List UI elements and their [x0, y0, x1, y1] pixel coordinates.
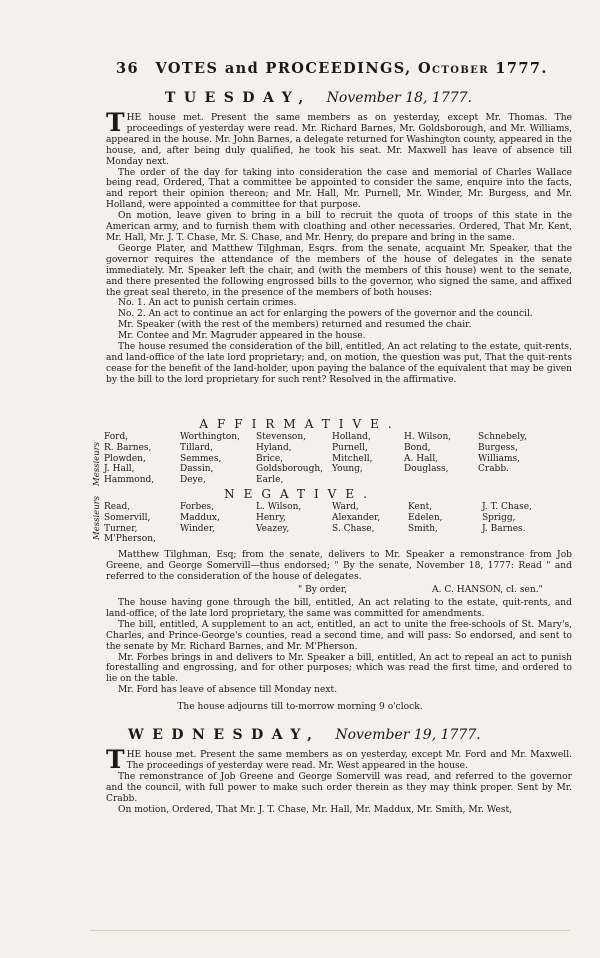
wednesday-heading: [128, 727, 481, 743]
paragraph: George Plater, and Matthew Tilghman, Esqrs. from the senate, acquaint Mr. Speaker, that the governor requires the attendance of the members of the house of delegates in the senate immediately. Mr. Speaker left the chair, and (with the members of this house) went to the senate, and there presented the following engrossed bills to the governor, who signed the same, and affixed the great seal thereto, in the presence of the members of both houses:: [106, 243, 572, 298]
vote-column: Stevenson, Hyland, Brice, Goldsborough, Earle,: [256, 432, 323, 486]
paragraph: The house having gone through the bill, entitled, An act relating to the estate, quit-rents, and land-office, of the late lord proprietary, the same was committed for amendments.: [106, 598, 572, 619]
wednesday-date: November 19, 1777.: [335, 727, 481, 743]
vote-column: Forbes, Maddux, Winder,: [180, 502, 220, 534]
after-votes-body: [106, 550, 572, 583]
signature-by: " By order,: [298, 585, 348, 595]
adjourn-line: The house adjourns till to-morrow morning 9 o'clock.: [177, 702, 423, 712]
paragraph: The house resumed the consideration of the bill, entitled, An act relating to the estate, quit-rents, and land-office of the late lord proprietary; and, on motion, the question was put, That the quit-rents cease for the benefit of the land-holder, upon paying the balance of the equivalent that may be given by the bill to the lord proprietary for such rent? Resolved in the affirmative.: [106, 342, 572, 385]
paragraph: Mr. Contee and Mr. Magruder appeared in the house.: [118, 331, 366, 342]
tuesday-date: November 18, 1777.: [326, 90, 472, 106]
paragraph: The order of the day for taking into consideration the case and memorial of Charles Wallace being read, Ordered, That a committee be appointed to consider the same, enquire into the facts, and report their opinion thereon; and Mr. Hall, Mr. Purnell, Mr. Winder, Mr. Burgess, and Mr. Holland, were appointed a committee for that purpose.: [106, 167, 572, 211]
paragraph: No. 1. An act to punish certain crimes.: [118, 298, 297, 309]
vote-column: Holland, Purnell, Mitchell, Young,: [332, 432, 373, 475]
wednesday-day: WEDNESDAY,: [128, 727, 321, 743]
negative-heading: NEGATIVE.: [224, 487, 376, 501]
paragraph: On motion, leave given to bring in a bill to recruit the quota of troops of this state in the American army, and to furnish them with cloathing and other necessaries. Ordered, That Mr. Kent, Mr. Hall, Mr. J. T. Chase, Mr. S. Chase, and Mr. Henry, do prepare and bring in the same.: [106, 211, 572, 243]
paragraph: THE house met. Present the same members as on yesterday, except Mr. Ford and Mr. Maxwell. The proceedings of yesterday were read. Mr. West appeared in the house.: [106, 745, 572, 774]
vote-column: J. T. Chase, Sprigg, J. Barnes.: [482, 502, 532, 534]
tuesday-day: TUESDAY,: [165, 90, 312, 106]
paragraph: Mr. Forbes brings in and delivers to Mr. Speaker a bill, entitled, An act to repeal an act to punish forestalling and engrossing, and for other purposes; which was read the first time, and ordered to lie on the table.: [106, 652, 572, 685]
page-header: [116, 60, 548, 77]
negative-table: [104, 502, 574, 546]
vote-column: Ward, Alexander, S. Chase,: [332, 502, 381, 534]
paragraph: The remonstrance of Job Greene and George Somervill was read, and referred to the governor and the council, with full power to make such order therein as they may think proper. Sent by Mr. Crabb.: [106, 771, 572, 804]
paragraph: On motion, Ordered, That Mr. J. T. Chase, Mr. Hall, Mr. Maddux, Mr. Smith, Mr. West,: [118, 804, 513, 815]
vote-column: L. Wilson, Henry, Veazey,: [256, 502, 302, 534]
closing-body: [106, 598, 572, 696]
paragraph: THE house met. Present the same members as on yesterday, except Mr. Thomas. The proceedings of yesterday were read. Mr. Richard Barnes, Mr. Goldsborough, and Mr. Williams, appeared in the house. Mr. John Barnes, a delegate returned for Washington county, appeared in the house, and, after being duly qualified, he took his seat. Mr. Maxwell has leave of absence till Monday next.: [106, 108, 572, 167]
page-number: 36: [116, 60, 139, 77]
vote-column: Ford, R. Barnes, Plowden, J. Hall, Hammond,: [104, 432, 155, 486]
vote-column: Schnebely, Burgess, Williams, Crabb.: [478, 432, 527, 475]
tuesday-heading: [165, 90, 472, 106]
signature-name: A. C. HANSON, cl. sen.": [432, 585, 543, 595]
paragraph: Mr. Speaker (with the rest of the members) returned and resumed the chair.: [118, 320, 472, 331]
paragraph: Mr. Ford has leave of absence till Monday next.: [118, 685, 338, 696]
drop-cap: T: [106, 745, 125, 774]
paragraph: The bill, entitled, A supplement to an act, entitled, an act to unite the free-schools of St. Mary's, Charles, and Prince-George's counties, read a second time, and will pass: So endorsed, and sent to the senate by Mr. Richard Barnes, and Mr. M'Pherson.: [106, 619, 572, 652]
wednesday-body: [106, 745, 572, 815]
negative-side-label: Messieurs: [92, 495, 102, 540]
vote-column: Kent, Edelen, Smith,: [408, 502, 443, 534]
header-month-year: October 1777.: [418, 60, 548, 77]
header-title: VOTES and PROCEEDINGS,: [155, 60, 412, 77]
drop-cap: T: [106, 108, 125, 137]
affirmative-table: [104, 432, 574, 488]
affirmative-heading: AFFIRMATIVE.: [199, 417, 401, 431]
tuesday-body: [106, 108, 572, 386]
page-bleed-line: [90, 930, 570, 931]
affirmative-side-label: Messieurs: [92, 441, 102, 486]
vote-column: H. Wilson, Bond, A. Hall, Douglass,: [404, 432, 452, 475]
paragraph: No. 2. An act to continue an act for enlarging the powers of the governor and the council.: [118, 309, 533, 320]
vote-column: Read, Somervill, Turner, M'Pherson,: [104, 502, 156, 545]
paragraph: Matthew Tilghman, Esq; from the senate, delivers to Mr. Speaker a remonstrance from Job Greene, and George Somervill—thus endorsed; " By the senate, November 18, 1777: Read " and referred to the consideration of the house of delegates.: [106, 550, 572, 582]
vote-column: Worthington, Tillard, Semmes, Dassin, Deye,: [180, 432, 240, 486]
